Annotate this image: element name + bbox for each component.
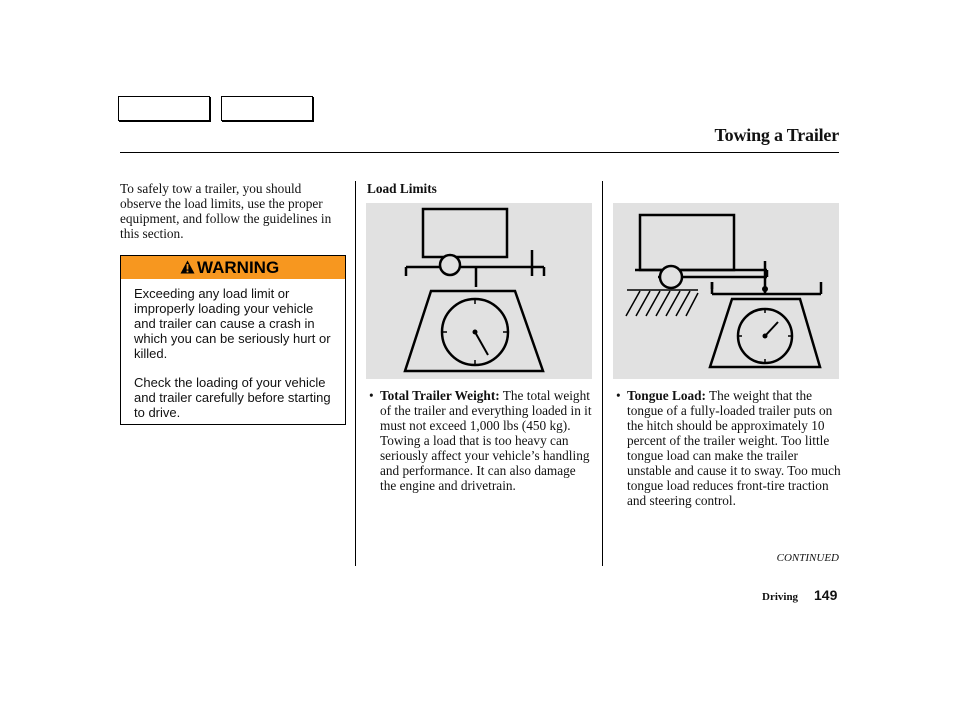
warning-text-1: Exceeding any load limit or improperly loading your vehicle and trailer can cause a crash in which you can be seriously hurt or killed. [134, 286, 331, 361]
warning-box [120, 255, 346, 425]
tongue-load-bullet [616, 388, 841, 508]
tongue-load-text: The weight that the tongue of a fully-loaded trailer puts on the hitch should be approximately 10 percent of the trailer weight. Too little tongue load can make the trailer unstable and cause it to sway. Too much tongue load reduces front-tire traction and steering control. [627, 388, 841, 508]
continued-label: CONTINUED [776, 552, 839, 564]
total-weight-text: The total weight of the trailer and everything loaded in it must not exceed 1,000 lbs (450 kg). Towing a load that is too heavy can seriously affect your vehicle’s handling and performance. It can also damage the engine and drivetrain. [380, 388, 592, 493]
load-limits-heading: Load Limits [367, 181, 437, 196]
trailer-on-scale-illustration [366, 203, 592, 379]
tongue-on-scale-illustration [613, 203, 839, 379]
tongue-load-figure [613, 203, 839, 379]
header-rule [120, 152, 839, 153]
intro-paragraph: To safely tow a trailer, you should observe the load limits, use the proper equipment, and follow the guidelines in this section. [120, 181, 332, 241]
nav-button-2[interactable] [221, 96, 313, 121]
bullet-dot: • [616, 388, 621, 403]
column-divider-1 [355, 181, 356, 566]
total-weight-term: Total Trailer Weight: [380, 388, 500, 403]
page-title: Towing a Trailer [714, 125, 839, 145]
column-divider-2 [602, 181, 603, 566]
warning-header [121, 256, 345, 279]
warning-label: WARNING [197, 258, 280, 277]
warning-text-2: Check the loading of your vehicle and trailer carefully before starting to drive. [134, 375, 331, 420]
total-weight-bullet [369, 388, 592, 493]
bullet-dot: • [369, 388, 374, 403]
total-weight-figure [366, 203, 592, 379]
page-number: 149 [814, 587, 838, 603]
tongue-load-term: Tongue Load: [627, 388, 706, 403]
footer-section: Driving [762, 591, 799, 603]
warning-triangle-icon [180, 260, 195, 274]
nav-button-1[interactable] [118, 96, 210, 121]
